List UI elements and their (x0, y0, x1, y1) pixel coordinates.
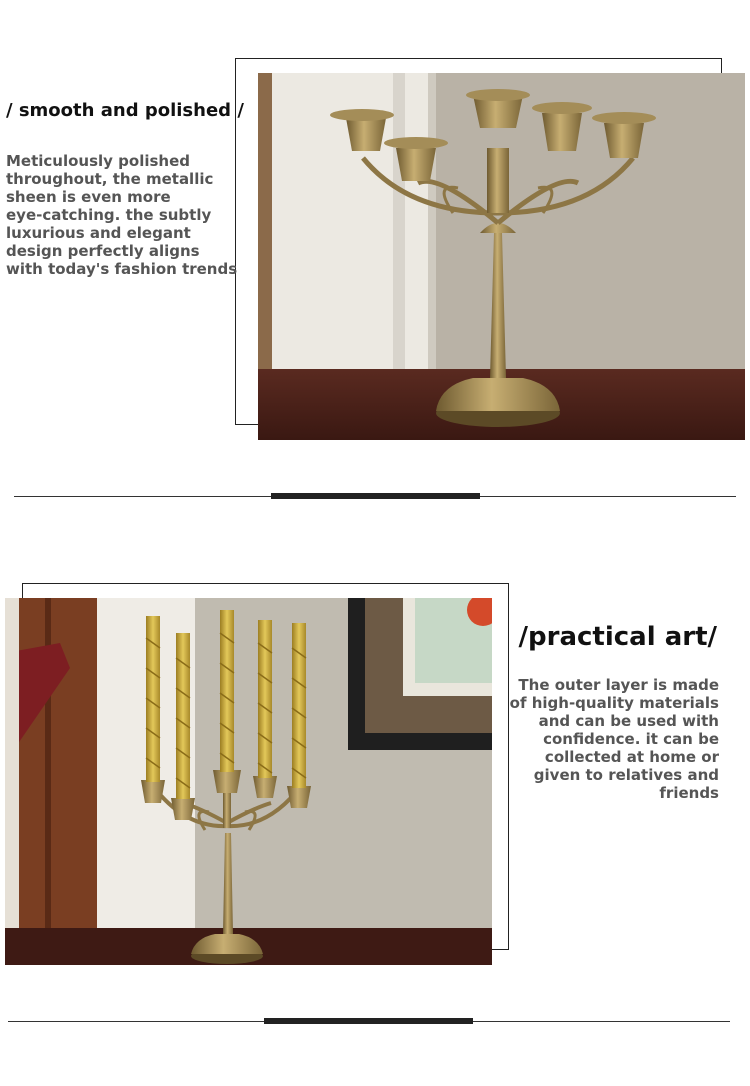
candelabra-photo-with-candles (5, 598, 492, 965)
candelabra-photo-polished (258, 73, 745, 440)
section-description-practical (510, 676, 719, 802)
description-line: friends (659, 784, 719, 802)
section-divider-bar (271, 493, 480, 499)
description-line: The outer layer is made (518, 676, 719, 694)
description-line: throughout, the metallic (6, 170, 214, 188)
description-line: Meticulously polished (6, 152, 191, 170)
description-line: confidence. it can be (543, 730, 719, 748)
description-line: given to relatives and (533, 766, 719, 784)
section-divider-bar (264, 1018, 473, 1024)
section-title-smooth-polished: / smooth and polished / (6, 100, 244, 121)
description-line: design perfectly aligns (6, 242, 200, 260)
description-line: eye-catching. the subtly (6, 206, 212, 224)
section-description-polished (6, 152, 237, 278)
description-line: collected at home or (544, 748, 719, 766)
description-line: of high-quality materials (509, 694, 719, 712)
description-line: and can be used with (538, 712, 719, 730)
description-line: luxurious and elegant (6, 224, 191, 242)
description-line: sheen is even more (6, 188, 171, 206)
description-line: with today's fashion trends (6, 260, 238, 278)
section-title-practical-art: /practical art/ (518, 622, 717, 652)
